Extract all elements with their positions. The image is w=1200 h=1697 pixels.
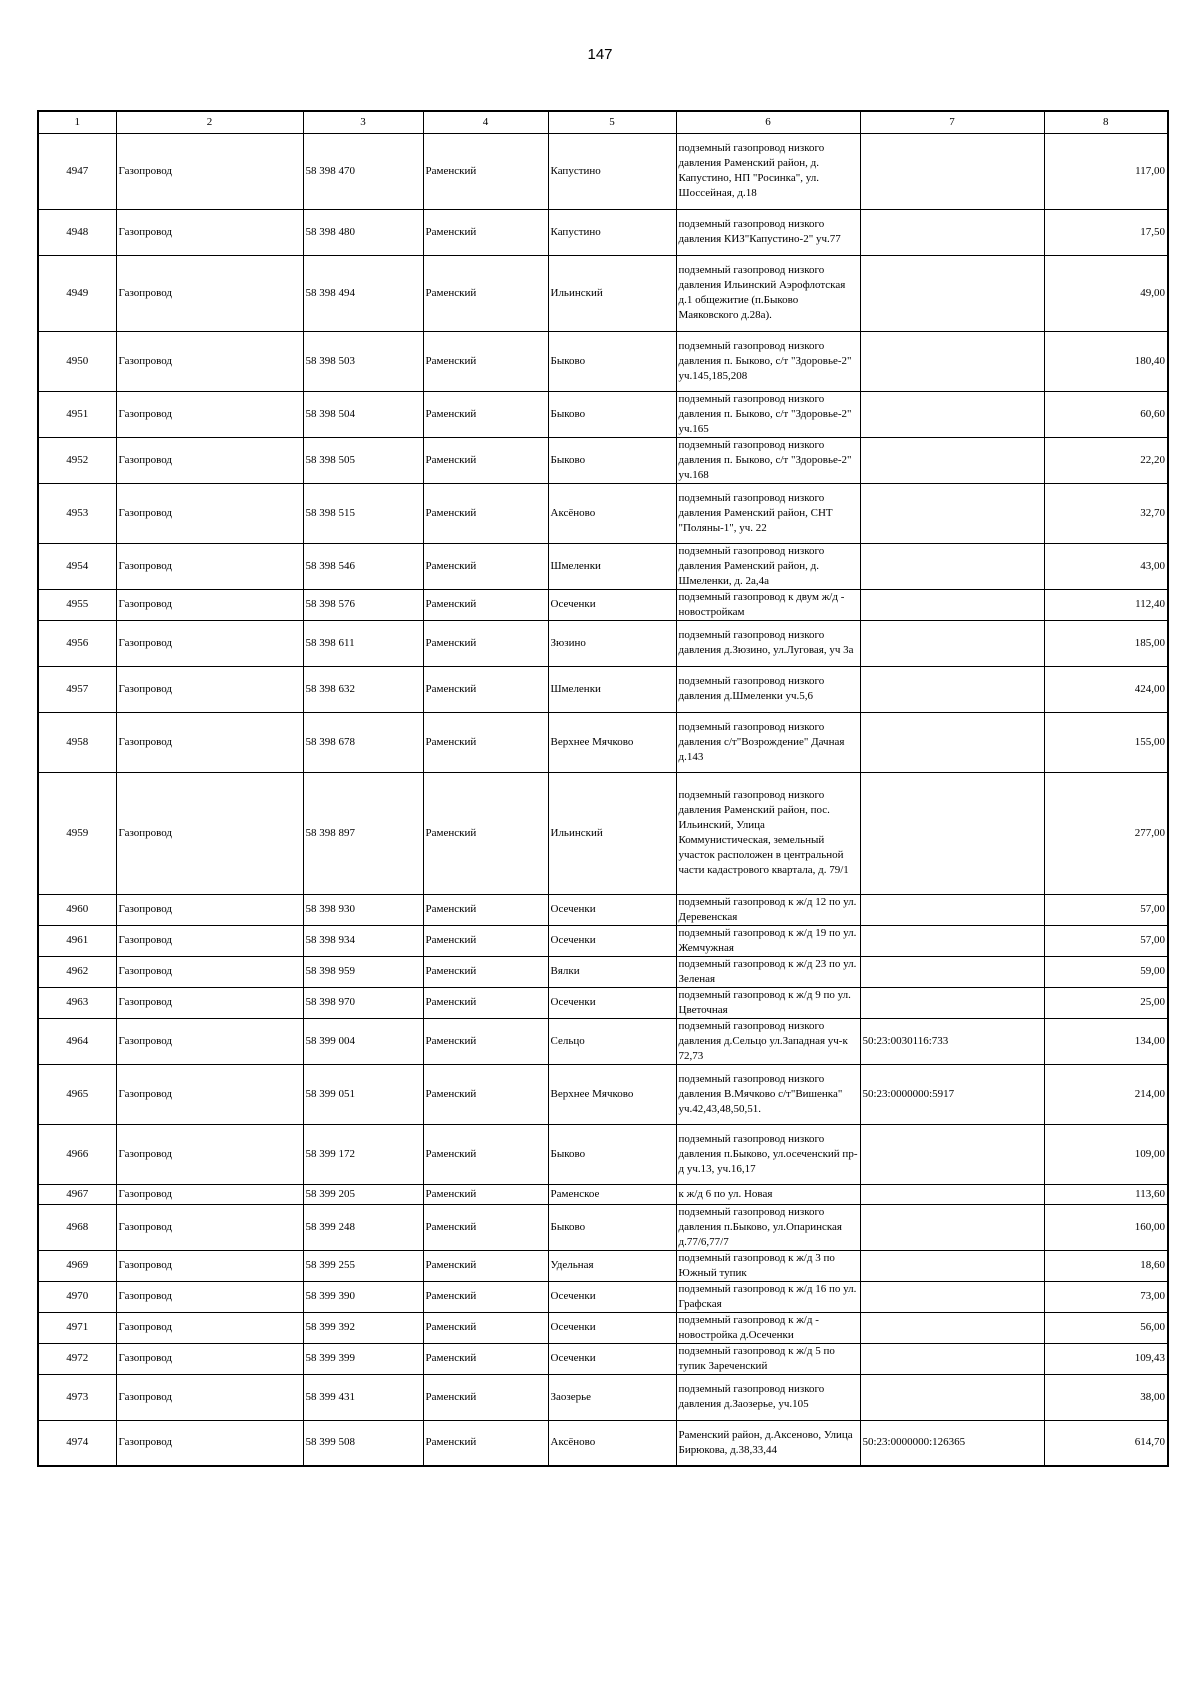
object-type: Газопровод — [116, 712, 303, 772]
cadastral-number — [860, 925, 1044, 956]
object-code: 58 398 930 — [303, 894, 423, 925]
object-description: подземный газопровод низкого давления Раменский район, д. Шмеленки, д. 2а,4а — [676, 543, 860, 589]
object-code: 58 399 508 — [303, 1420, 423, 1466]
object-type: Газопровод — [116, 1374, 303, 1420]
length-value: 18,60 — [1044, 1250, 1168, 1281]
object-code: 58 398 970 — [303, 987, 423, 1018]
locality-name: Осеченки — [548, 589, 676, 620]
length-value: 22,20 — [1044, 437, 1168, 483]
length-value: 180,40 — [1044, 331, 1168, 391]
cadastral-number — [860, 209, 1044, 255]
object-code: 58 399 255 — [303, 1250, 423, 1281]
table-row — [38, 1281, 1168, 1312]
object-type: Газопровод — [116, 1064, 303, 1124]
cadastral-number — [860, 331, 1044, 391]
locality-name: Аксёново — [548, 483, 676, 543]
column-header: 7 — [860, 111, 1044, 133]
row-number: 4955 — [38, 589, 116, 620]
object-type: Газопровод — [116, 209, 303, 255]
object-description: подземный газопровод к ж/д 23 по ул. Зеленая — [676, 956, 860, 987]
object-description: подземный газопровод к ж/д 12 по ул. Деревенская — [676, 894, 860, 925]
object-code: 58 398 959 — [303, 956, 423, 987]
object-description: к ж/д 6 по ул. Новая — [676, 1184, 860, 1204]
object-code: 58 398 611 — [303, 620, 423, 666]
row-number: 4948 — [38, 209, 116, 255]
object-description: подземный газопровод низкого давления д.Шмеленки уч.5,6 — [676, 666, 860, 712]
locality-name: Осеченки — [548, 1343, 676, 1374]
object-description: подземный газопровод низкого давления п.Быково, ул.осеченский пр-д уч.13, уч.16,17 — [676, 1124, 860, 1184]
object-code: 58 399 431 — [303, 1374, 423, 1420]
cadastral-number: 50:23:0000000:126365 — [860, 1420, 1044, 1466]
object-description: подземный газопровод низкого давления д.Зюзино, ул.Луговая, уч 3а — [676, 620, 860, 666]
table-row — [38, 956, 1168, 987]
length-value: 57,00 — [1044, 925, 1168, 956]
object-description: подземный газопровод к ж/д - новостройка д.Осеченки — [676, 1312, 860, 1343]
table-body — [38, 133, 1168, 1466]
row-number: 4950 — [38, 331, 116, 391]
table-row — [38, 209, 1168, 255]
table-row — [38, 331, 1168, 391]
table-row — [38, 1374, 1168, 1420]
table-row — [38, 987, 1168, 1018]
cadastral-number — [860, 133, 1044, 209]
cadastral-number — [860, 620, 1044, 666]
table-row — [38, 1064, 1168, 1124]
length-value: 43,00 — [1044, 543, 1168, 589]
length-value: 60,60 — [1044, 391, 1168, 437]
object-description: подземный газопровод к ж/д 16 по ул. Графская — [676, 1281, 860, 1312]
row-number: 4949 — [38, 255, 116, 331]
column-header: 5 — [548, 111, 676, 133]
object-description: подземный газопровод низкого давления д.Заозерье, уч.105 — [676, 1374, 860, 1420]
object-type: Газопровод — [116, 1018, 303, 1064]
length-value: 614,70 — [1044, 1420, 1168, 1466]
locality-name: Ильинский — [548, 772, 676, 894]
table-row — [38, 391, 1168, 437]
cadastral-number — [860, 894, 1044, 925]
district-name: Раменский — [423, 543, 548, 589]
object-code: 58 398 678 — [303, 712, 423, 772]
district-name: Раменский — [423, 1124, 548, 1184]
row-number: 4970 — [38, 1281, 116, 1312]
cadastral-number — [860, 1250, 1044, 1281]
cadastral-number — [860, 666, 1044, 712]
cadastral-number — [860, 956, 1044, 987]
cadastral-number — [860, 437, 1044, 483]
row-number: 4961 — [38, 925, 116, 956]
object-code: 58 398 504 — [303, 391, 423, 437]
cadastral-number — [860, 1343, 1044, 1374]
district-name: Раменский — [423, 666, 548, 712]
cadastral-number — [860, 483, 1044, 543]
table-row — [38, 1124, 1168, 1184]
district-name: Раменский — [423, 956, 548, 987]
row-number: 4969 — [38, 1250, 116, 1281]
table-row — [38, 1184, 1168, 1204]
table-row — [38, 1250, 1168, 1281]
object-type: Газопровод — [116, 255, 303, 331]
object-description: подземный газопровод низкого давления с/т"Возрождение" Дачная д.143 — [676, 712, 860, 772]
table-row — [38, 543, 1168, 589]
object-type: Газопровод — [116, 483, 303, 543]
district-name: Раменский — [423, 133, 548, 209]
locality-name: Осеченки — [548, 1312, 676, 1343]
object-code: 58 399 399 — [303, 1343, 423, 1374]
object-type: Газопровод — [116, 1420, 303, 1466]
cadastral-number — [860, 987, 1044, 1018]
object-type: Газопровод — [116, 1184, 303, 1204]
table-row — [38, 1204, 1168, 1250]
locality-name: Шмеленки — [548, 666, 676, 712]
gas-pipeline-registry-table — [37, 110, 1169, 1467]
object-code: 58 399 205 — [303, 1184, 423, 1204]
district-name: Раменский — [423, 483, 548, 543]
row-number: 4962 — [38, 956, 116, 987]
object-type: Газопровод — [116, 1204, 303, 1250]
table-row — [38, 772, 1168, 894]
object-code: 58 399 172 — [303, 1124, 423, 1184]
object-type: Газопровод — [116, 589, 303, 620]
length-value: 424,00 — [1044, 666, 1168, 712]
object-description: Раменский район, д.Аксеново, Улица Бирюкова, д.38,33,44 — [676, 1420, 860, 1466]
object-description: подземный газопровод к ж/д 3 по Южный тупик — [676, 1250, 860, 1281]
locality-name: Быково — [548, 1124, 676, 1184]
length-value: 185,00 — [1044, 620, 1168, 666]
district-name: Раменский — [423, 209, 548, 255]
length-value: 17,50 — [1044, 209, 1168, 255]
length-value: 59,00 — [1044, 956, 1168, 987]
district-name: Раменский — [423, 331, 548, 391]
object-code: 58 398 480 — [303, 209, 423, 255]
column-number-row — [38, 111, 1168, 133]
object-type: Газопровод — [116, 437, 303, 483]
locality-name: Заозерье — [548, 1374, 676, 1420]
object-type: Газопровод — [116, 1250, 303, 1281]
cadastral-number — [860, 1374, 1044, 1420]
table-row — [38, 589, 1168, 620]
table-row — [38, 1312, 1168, 1343]
object-description: подземный газопровод низкого давления п.Быково, ул.Опаринская д.77/6,77/7 — [676, 1204, 860, 1250]
object-type: Газопровод — [116, 772, 303, 894]
length-value: 25,00 — [1044, 987, 1168, 1018]
object-type: Газопровод — [116, 1312, 303, 1343]
row-number: 4951 — [38, 391, 116, 437]
row-number: 4964 — [38, 1018, 116, 1064]
column-header: 6 — [676, 111, 860, 133]
district-name: Раменский — [423, 987, 548, 1018]
object-type: Газопровод — [116, 987, 303, 1018]
object-description: подземный газопровод к ж/д 19 по ул. Жемчужная — [676, 925, 860, 956]
district-name: Раменский — [423, 925, 548, 956]
locality-name: Капустино — [548, 209, 676, 255]
object-type: Газопровод — [116, 1124, 303, 1184]
object-code: 58 398 503 — [303, 331, 423, 391]
district-name: Раменский — [423, 1312, 548, 1343]
locality-name: Ильинский — [548, 255, 676, 331]
district-name: Раменский — [423, 1018, 548, 1064]
column-header: 8 — [1044, 111, 1168, 133]
row-number: 4960 — [38, 894, 116, 925]
length-value: 109,00 — [1044, 1124, 1168, 1184]
locality-name: Осеченки — [548, 894, 676, 925]
column-header: 3 — [303, 111, 423, 133]
object-description: подземный газопровод низкого давления Ильинский Аэрофлотская д.1 общежитие (п.Быково Маяковского д.28а). — [676, 255, 860, 331]
cadastral-number: 50:23:0030116:733 — [860, 1018, 1044, 1064]
locality-name: Быково — [548, 1204, 676, 1250]
object-code: 58 398 632 — [303, 666, 423, 712]
table-row — [38, 1343, 1168, 1374]
district-name: Раменский — [423, 712, 548, 772]
object-code: 58 398 576 — [303, 589, 423, 620]
object-type: Газопровод — [116, 391, 303, 437]
object-type: Газопровод — [116, 894, 303, 925]
locality-name: Шмеленки — [548, 543, 676, 589]
object-code: 58 399 051 — [303, 1064, 423, 1124]
object-code: 58 398 546 — [303, 543, 423, 589]
object-description: подземный газопровод к ж/д 9 по ул. Цветочная — [676, 987, 860, 1018]
length-value: 38,00 — [1044, 1374, 1168, 1420]
page-number: 147 — [587, 46, 613, 63]
object-description: подземный газопровод низкого давления п. Быково, с/т "Здоровье-2" уч.168 — [676, 437, 860, 483]
length-value: 113,60 — [1044, 1184, 1168, 1204]
locality-name: Быково — [548, 391, 676, 437]
row-number: 4956 — [38, 620, 116, 666]
row-number: 4947 — [38, 133, 116, 209]
row-number: 4967 — [38, 1184, 116, 1204]
row-number: 4957 — [38, 666, 116, 712]
object-description: подземный газопровод низкого давления Раменский район, д. Капустино, НП "Росинка", ул. Шоссейная, д.18 — [676, 133, 860, 209]
object-description: подземный газопровод низкого давления д.Сельцо ул.Западная уч-к 72,73 — [676, 1018, 860, 1064]
cadastral-number — [860, 543, 1044, 589]
column-header: 2 — [116, 111, 303, 133]
object-code: 58 398 934 — [303, 925, 423, 956]
table-row — [38, 712, 1168, 772]
district-name: Раменский — [423, 589, 548, 620]
cadastral-number — [860, 1281, 1044, 1312]
row-number: 4968 — [38, 1204, 116, 1250]
cadastral-number: 50:23:0000000:5917 — [860, 1064, 1044, 1124]
row-number: 4963 — [38, 987, 116, 1018]
locality-name: Быково — [548, 331, 676, 391]
district-name: Раменский — [423, 772, 548, 894]
table-row — [38, 437, 1168, 483]
district-name: Раменский — [423, 1184, 548, 1204]
length-value: 155,00 — [1044, 712, 1168, 772]
cadastral-number — [860, 1204, 1044, 1250]
object-description: подземный газопровод низкого давления Раменский район, пос. Ильинский, Улица Коммунистическая, земельный участок расположен в центральной части кадастрового квартала, д. 79/1 — [676, 772, 860, 894]
locality-name: Осеченки — [548, 925, 676, 956]
row-number: 4958 — [38, 712, 116, 772]
length-value: 32,70 — [1044, 483, 1168, 543]
column-header: 1 — [38, 111, 116, 133]
cadastral-number — [860, 1184, 1044, 1204]
object-type: Газопровод — [116, 1281, 303, 1312]
length-value: 214,00 — [1044, 1064, 1168, 1124]
length-value: 109,43 — [1044, 1343, 1168, 1374]
district-name: Раменский — [423, 1281, 548, 1312]
object-type: Газопровод — [116, 1343, 303, 1374]
district-name: Раменский — [423, 437, 548, 483]
locality-name: Сельцо — [548, 1018, 676, 1064]
object-type: Газопровод — [116, 666, 303, 712]
district-name: Раменский — [423, 1374, 548, 1420]
table-row — [38, 666, 1168, 712]
locality-name: Аксёново — [548, 1420, 676, 1466]
object-code: 58 399 392 — [303, 1312, 423, 1343]
table-row — [38, 925, 1168, 956]
table-row — [38, 1018, 1168, 1064]
cadastral-number — [860, 712, 1044, 772]
district-name: Раменский — [423, 1204, 548, 1250]
locality-name: Раменское — [548, 1184, 676, 1204]
district-name: Раменский — [423, 255, 548, 331]
object-code: 58 398 470 — [303, 133, 423, 209]
row-number: 4952 — [38, 437, 116, 483]
object-code: 58 398 494 — [303, 255, 423, 331]
length-value: 73,00 — [1044, 1281, 1168, 1312]
length-value: 56,00 — [1044, 1312, 1168, 1343]
table-row — [38, 483, 1168, 543]
length-value: 112,40 — [1044, 589, 1168, 620]
row-number: 4974 — [38, 1420, 116, 1466]
locality-name: Верхнее Мячково — [548, 712, 676, 772]
object-code: 58 399 248 — [303, 1204, 423, 1250]
locality-name: Вялки — [548, 956, 676, 987]
row-number: 4965 — [38, 1064, 116, 1124]
district-name: Раменский — [423, 1064, 548, 1124]
object-code: 58 398 515 — [303, 483, 423, 543]
cadastral-number — [860, 1124, 1044, 1184]
object-type: Газопровод — [116, 331, 303, 391]
object-description: подземный газопровод низкого давления В.Мячково с/т"Вишенка" уч.42,43,48,50,51. — [676, 1064, 860, 1124]
length-value: 57,00 — [1044, 894, 1168, 925]
object-description: подземный газопровод к двум ж/д - новостройкам — [676, 589, 860, 620]
row-number: 4966 — [38, 1124, 116, 1184]
cadastral-number — [860, 772, 1044, 894]
object-code: 58 398 897 — [303, 772, 423, 894]
locality-name: Капустино — [548, 133, 676, 209]
object-type: Газопровод — [116, 956, 303, 987]
object-type: Газопровод — [116, 133, 303, 209]
locality-name: Осеченки — [548, 987, 676, 1018]
district-name: Раменский — [423, 894, 548, 925]
cadastral-number — [860, 1312, 1044, 1343]
object-description: подземный газопровод низкого давления Раменский район, СНТ "Поляны-1", уч. 22 — [676, 483, 860, 543]
length-value: 134,00 — [1044, 1018, 1168, 1064]
length-value: 117,00 — [1044, 133, 1168, 209]
cadastral-number — [860, 255, 1044, 331]
table-row — [38, 894, 1168, 925]
object-code: 58 399 004 — [303, 1018, 423, 1064]
row-number: 4971 — [38, 1312, 116, 1343]
locality-name: Осеченки — [548, 1281, 676, 1312]
length-value: 49,00 — [1044, 255, 1168, 331]
length-value: 160,00 — [1044, 1204, 1168, 1250]
locality-name: Верхнее Мячково — [548, 1064, 676, 1124]
district-name: Раменский — [423, 620, 548, 666]
locality-name: Удельная — [548, 1250, 676, 1281]
row-number: 4954 — [38, 543, 116, 589]
locality-name: Зюзино — [548, 620, 676, 666]
object-description: подземный газопровод низкого давления п. Быково, с/т "Здоровье-2" уч.145,185,208 — [676, 331, 860, 391]
table-row — [38, 1420, 1168, 1466]
length-value: 277,00 — [1044, 772, 1168, 894]
table-row — [38, 255, 1168, 331]
table-row — [38, 133, 1168, 209]
district-name: Раменский — [423, 1343, 548, 1374]
row-number: 4953 — [38, 483, 116, 543]
object-code: 58 399 390 — [303, 1281, 423, 1312]
column-header: 4 — [423, 111, 548, 133]
object-type: Газопровод — [116, 620, 303, 666]
object-type: Газопровод — [116, 925, 303, 956]
object-description: подземный газопровод низкого давления п. Быково, с/т "Здоровье-2" уч.165 — [676, 391, 860, 437]
object-type: Газопровод — [116, 543, 303, 589]
cadastral-number — [860, 391, 1044, 437]
row-number: 4973 — [38, 1374, 116, 1420]
object-description: подземный газопровод низкого давления КИЗ"Капустино-2" уч.77 — [676, 209, 860, 255]
district-name: Раменский — [423, 1420, 548, 1466]
row-number: 4959 — [38, 772, 116, 894]
object-code: 58 398 505 — [303, 437, 423, 483]
object-description: подземный газопровод к ж/д 5 по тупик Зареченский — [676, 1343, 860, 1374]
locality-name: Быково — [548, 437, 676, 483]
cadastral-number — [860, 589, 1044, 620]
district-name: Раменский — [423, 1250, 548, 1281]
district-name: Раменский — [423, 391, 548, 437]
row-number: 4972 — [38, 1343, 116, 1374]
table-row — [38, 620, 1168, 666]
